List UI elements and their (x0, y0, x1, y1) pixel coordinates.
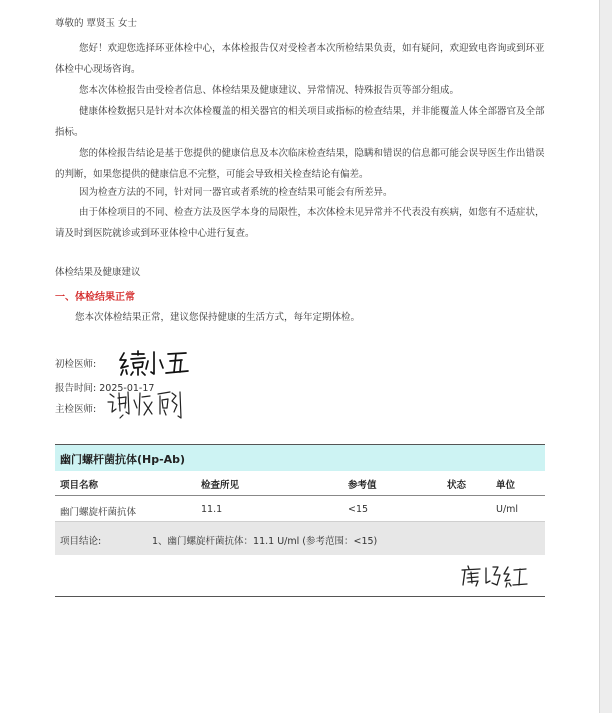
section-title: 体检结果及健康建议 (55, 267, 141, 278)
result-summary: 您本次体检结果正常，建议您保持健康的生活方式，每年定期体检。 (75, 312, 361, 323)
report-time-label-text: 报告时间: (55, 383, 97, 394)
examiner-signature (460, 563, 530, 589)
intro-paragraph-4: 您的体检报告结论是基于您提供的健康信息及本次临床检查结果，隐瞒和错误的信息都可能会误导医生作出错误的判断，如果您提供的健康信息不完整，可能会导致相关检查结论有偏差。 (55, 148, 545, 180)
card-bottom-rule (55, 596, 545, 597)
conclusion-label: 项目结论: (60, 536, 102, 547)
result-heading: 一、体检结果正常 (55, 292, 135, 303)
cell-item-name: 幽门螺旋杆菌抗体 (60, 507, 137, 518)
column-header-unit: 单位 (496, 480, 516, 491)
column-header-status: 状态 (447, 480, 467, 491)
intro-paragraph-5: 因为检查方法的不同，针对同一器官或者系统的检查结果可能会有所差异。 (79, 187, 393, 198)
test-card-header (55, 445, 545, 471)
cell-unit: U/ml (496, 504, 519, 515)
table-row (55, 496, 545, 522)
greeting: 尊敬的 覃贤玉 女士 (55, 18, 138, 29)
cell-finding: 11.1 (201, 504, 223, 515)
item-conclusion (55, 522, 545, 555)
intro-paragraph-1: 您好！欢迎您选择环亚体检中心，本体检报告仅对受检者本次所检结果负责，如有疑问，欢迎致电咨询或到环亚体检中心现场咨询。 (55, 43, 545, 75)
report-time-value: 2025-01-17 (99, 383, 155, 394)
column-header-reference: 参考值 (348, 480, 377, 491)
chief-doctor-signature (106, 388, 188, 422)
conclusion-text: 1、幽门螺旋杆菌抗体：11.1 U/ml (参考范围：<15) (152, 536, 378, 547)
column-header-item: 项目名称 (60, 480, 99, 491)
test-card-title: 幽门螺杆菌抗体(Hp-Ab) (60, 453, 186, 466)
table-header (55, 471, 545, 496)
initial-doctor-signature (118, 348, 190, 378)
intro-paragraph-3: 健康体检数据只是针对本次体检覆盖的相关器官的相关项目或指标的检查结果，并非能覆盖人体全部器官及全部指标。 (55, 106, 545, 138)
intro-paragraph-2: 您本次体检报告由受检者信息、体检结果及健康建议、异常情况、特殊报告页等部分组成。 (79, 85, 460, 96)
cell-reference: <15 (348, 504, 369, 515)
viewer-scroll-gutter[interactable] (599, 0, 612, 713)
intro-paragraph-6: 由于体检项目的不同、检查方法及医学本身的局限性，本次体检未见异常并不代表没有疾病，如您有不适症状，请及时到医院就诊或到环亚体检中心进行复查。 (55, 207, 545, 239)
column-header-finding: 检查所见 (201, 480, 240, 491)
initial-doctor-label: 初检医师: (55, 359, 97, 370)
chief-doctor-label: 主检医师: (55, 404, 97, 415)
